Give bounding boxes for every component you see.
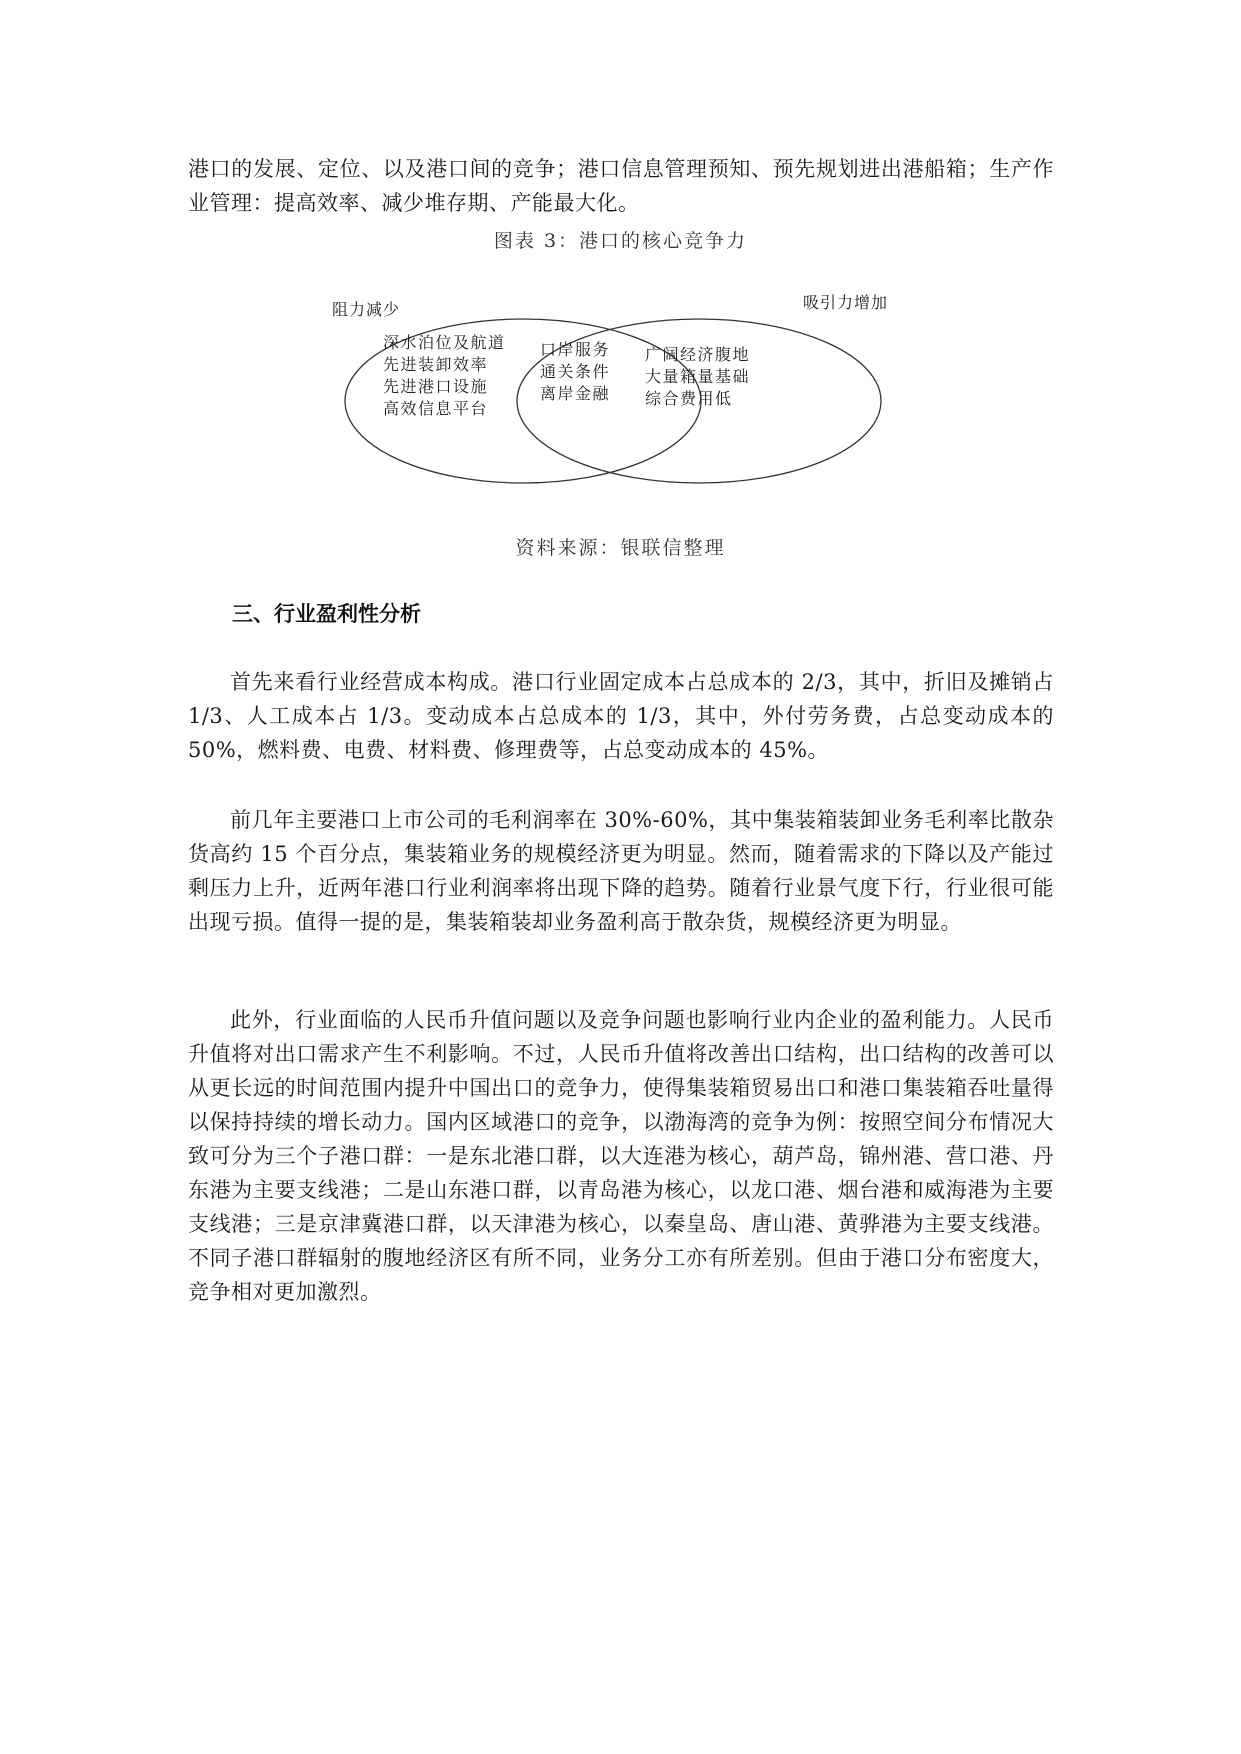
center-item: 口岸服务: [540, 340, 611, 359]
left-label: 阻力减少: [332, 300, 401, 319]
left-item: 深水泊位及航道: [383, 333, 506, 352]
left-item: 先进装卸效率: [383, 355, 489, 374]
figure-source: 资料来源：银联信整理: [515, 537, 726, 559]
right-item: 广阔经济腹地: [645, 345, 751, 364]
section-heading: 三、行业盈利性分析: [232, 602, 421, 626]
right-item: 综合费用低: [645, 389, 733, 408]
center-item: 离岸金融: [540, 384, 611, 403]
figure-caption: 图表 3：港口的核心竞争力: [493, 230, 748, 252]
venn-diagram: [332, 293, 900, 500]
right-items: [645, 344, 750, 410]
paragraph-competition: 此外，行业面临的人民币升值问题以及竞争问题也影响行业内企业的盈利能力。人民币升值将对出口需求产生不利影响。不过，人民币升值将改善出口结构，出口结构的改善可以从更长远的时间范围内提升中国出口的竞争力，使得集装箱贸易出口和港口集装箱吞吐量得以保持持续的增长动力。国内区域港口的竞争，以渤海湾的竞争为例：按照空间分布情况大致可分为三个子港口群：一是东北港口群，以大连港为核心，葫芦岛，锦州港、营口港、丹东港为主要支线港；二是山东港口群，以青岛港为核心，以龙口港、烟台港和威海港为主要支线港；三是京津冀港口群，以天津港为核心，以秦皇岛、唐山港、黄骅港为主要支线港。不同子港口群辐射的腹地经济区有所不同，业务分工亦有所差别。但由于港口分布密度大，竞争相对更加激烈。: [188, 1008, 1054, 1304]
right-item: 大量箱量基础: [645, 367, 751, 386]
paragraph-margin: 前几年主要港口上市公司的毛利润率在 30%-60%，其中集装箱装卸业务毛利率比散杂货高约 15 个百分点，集装箱业务的规模经济更为明显。然而，随着需求的下降以及产能过剩压力上升，近两年港口行业利润率将出现下降的趋势。随着行业景气度下行，行业很可能出现亏损。值得一提的是，集装箱装却业务盈利高于散杂货，规模经济更为明显。: [188, 808, 1054, 934]
left-item: 高效信息平台: [383, 399, 489, 418]
left-item: 先进港口设施: [383, 377, 489, 396]
paragraph-cost: 首先来看行业经营成本构成。港口行业固定成本占总成本的 2/3，其中，折旧及摊销占 1/3、人工成本占 1/3。变动成本占总成本的 1/3，其中，外付劳务费，占总变动成本的 50%，燃料费、电费、材料费、修理费等，占总变动成本的 45%。: [188, 670, 1054, 762]
left-items: [383, 332, 506, 420]
right-label: 吸引力增加: [803, 293, 889, 312]
center-item: 通关条件: [540, 362, 611, 381]
center-items: [540, 339, 610, 405]
paragraph-top: 港口的发展、定位、以及港口间的竞争；港口信息管理预知、预先规划进出港船箱；生产作业管理：提高效率、减少堆存期、产能最大化。: [188, 157, 1054, 215]
